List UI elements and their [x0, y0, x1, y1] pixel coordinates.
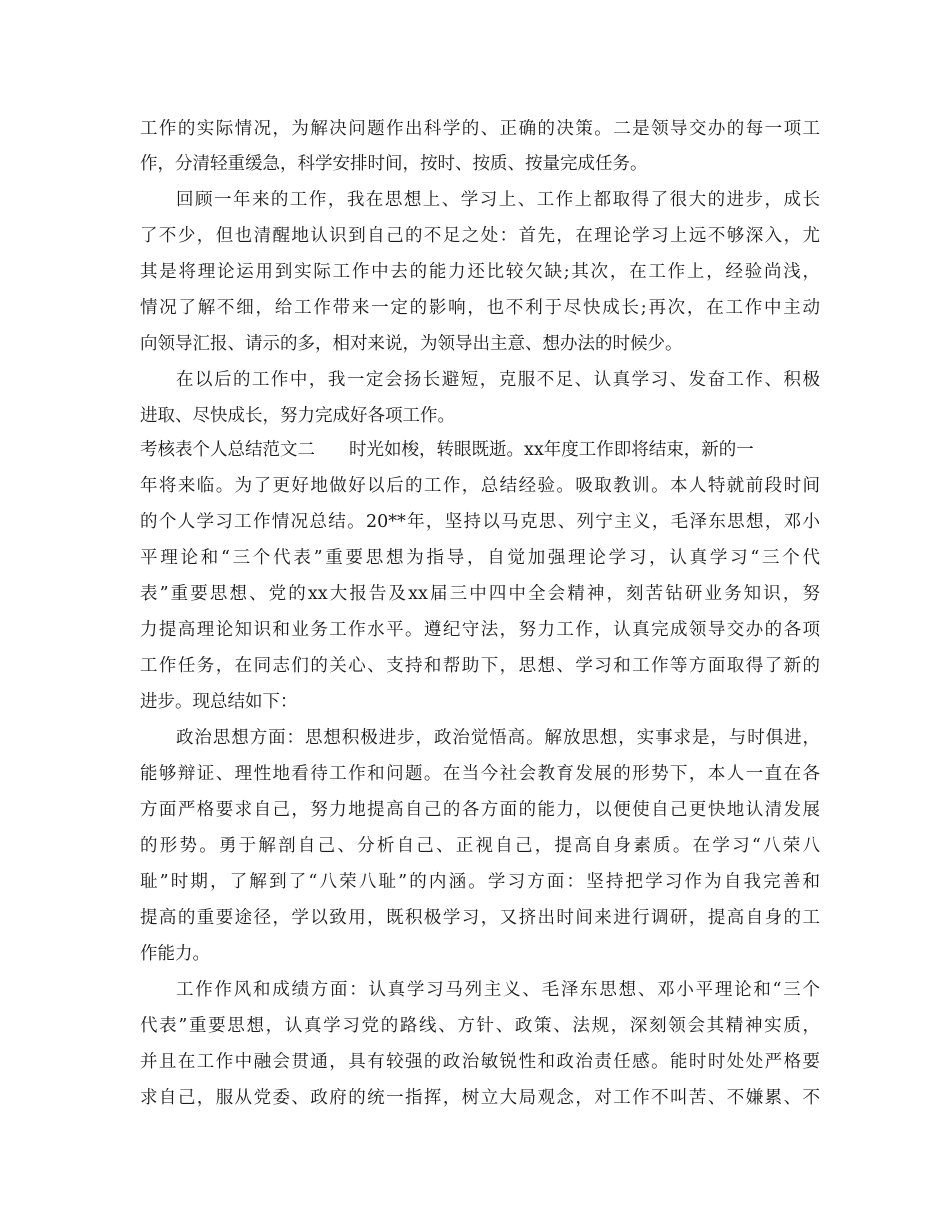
paragraph-first-line: 政治思想方面：思想积极进步，政治觉悟高。解放思想，实事求是，与时俱进， — [176, 728, 820, 748]
text-line: 年将来临。为了更好地做好以后的工作，总结经验。吸取教训。本人特就前段时间 — [140, 476, 820, 496]
text-line: 情况了解不细，给工作带来一定的影响，也不利于尽快成长;再次，在工作中主动 — [140, 298, 820, 318]
text-line: 能够辩证、理性地看待工作和问题。在当今社会教育发展的形势下，本人一直在各 — [140, 764, 820, 784]
text-line: 向领导汇报、请示的多，相对来说，为领导出主意、想办法的时候少。 — [140, 334, 683, 354]
text-line: 平理论和“三个代表”重要思想为指导，自觉加强理论学习，认真学习“三个代 — [140, 548, 820, 568]
text-line: 方面严格要求自己，努力地提高自己的各方面的能力，以便使自己更快地认清发展 — [140, 800, 820, 820]
section-intro-text: 时光如梭，转眼既逝。xx年度工作即将结束，新的一 — [349, 440, 754, 460]
text-line: 工作任务，在同志们的关心、支持和帮助下，思想、学习和工作等方面取得了新的 — [140, 656, 820, 676]
paragraph-first-line: 回顾一年来的工作，我在思想上、学习上、工作上都取得了很大的进步，成长 — [176, 190, 820, 210]
text-line: 作，分清轻重缓急，科学安排时间，按时、按质、按量完成任务。 — [140, 154, 648, 174]
text-line: 并且在工作中融会贯通，具有较强的政治敏锐性和政治责任感。能时时处处严格要 — [140, 1052, 820, 1072]
section-heading-line — [140, 440, 820, 460]
paragraph-first-line: 在以后的工作中，我一定会扬长避短，克服不足、认真学习、发奋工作、积极 — [176, 370, 820, 390]
text-line: 力提高理论知识和业务工作水平。遵纪守法，努力工作，认真完成领导交办的各项 — [140, 620, 820, 640]
text-line: 作能力。 — [140, 944, 210, 964]
text-line: 的个人学习工作情况总结。20**年，坚持以马克思、列宁主义，毛泽东思想，邓小 — [140, 512, 820, 532]
text-line: 求自己，服从党委、政府的统一指挥，树立大局观念，对工作不叫苦、不嫌累、不 — [140, 1088, 820, 1108]
text-line: 的形势。勇于解剖自己、分析自己、正视自己，提高自身素质。在学习“八荣八 — [140, 836, 820, 856]
text-line: 提高的重要途径，学以致用，既积极学习，又挤出时间来进行调研，提高自身的工 — [140, 908, 820, 928]
text-line: 进取、尽快成长，努力完成好各项工作。 — [140, 406, 455, 426]
text-line: 表”重要思想、党的xx大报告及xx届三中四中全会精神，刻苦钻研业务知识，努 — [140, 584, 820, 604]
text-line: 进步。现总结如下： — [140, 692, 298, 712]
text-line: 代表”重要思想，认真学习党的路线、方针、政策、法规，深刻领会其精神实质， — [140, 1016, 820, 1036]
paragraph-first-line: 工作作风和成绩方面：认真学习马列主义、毛泽东思想、邓小平理论和“三个 — [176, 980, 820, 1000]
text-line: 耻”时期，了解到了“八荣八耻”的内涵。学习方面：坚持把学习作为自我完善和 — [140, 872, 820, 892]
text-line: 工作的实际情况，为解决问题作出科学的、正确的决策。二是领导交办的每一项工 — [140, 119, 820, 139]
text-line: 其是将理论运用到实际工作中去的能力还比较欠缺;其次，在工作上，经验尚浅， — [140, 262, 820, 282]
text-line: 了不少，但也清醒地认识到自己的不足之处：首先，在理论学习上远不够深入，尤 — [140, 226, 820, 246]
section-title: 考核表个人总结范文二 — [140, 440, 315, 460]
